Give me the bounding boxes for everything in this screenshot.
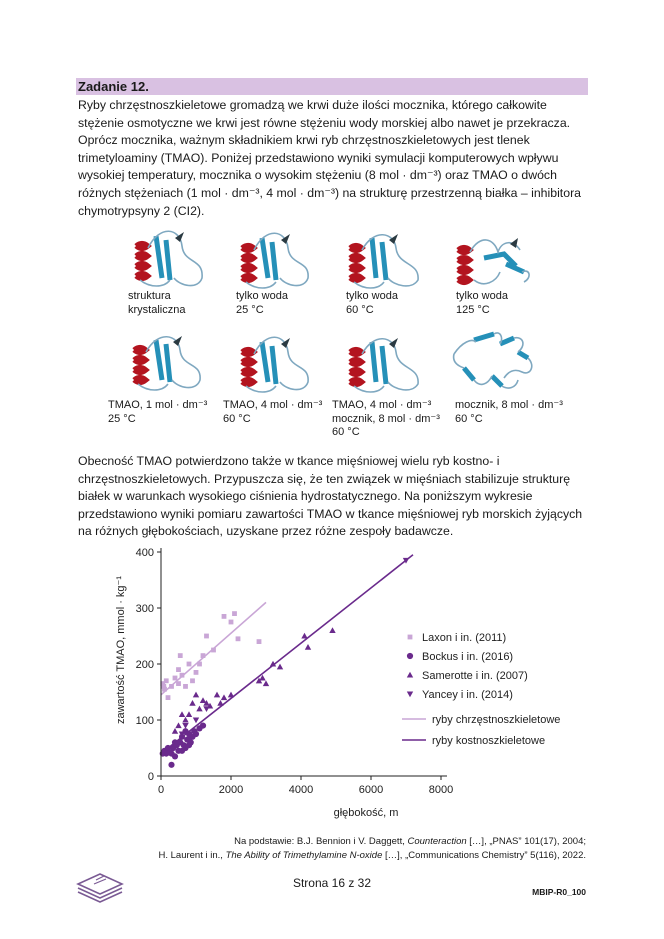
data-point-circle (172, 739, 178, 745)
protein-structure-2 (228, 228, 323, 290)
data-point-triangle-up (301, 633, 307, 639)
protein-structure-1 (120, 228, 215, 290)
data-point-square (201, 653, 206, 658)
data-point-triangle-up (217, 700, 223, 706)
source-line-2-suffix: […], „Communications Chemistry” 5(116), 2022. (382, 849, 586, 861)
caption-line: 125 °C (456, 303, 490, 316)
data-point-square (187, 662, 192, 667)
x-tick-label: 6000 (358, 784, 384, 796)
data-point-square (178, 653, 183, 658)
trendline (161, 555, 413, 754)
protein-structure-5 (120, 332, 215, 394)
intro-text: Ryby chrzęstnoszkieletowe gromadzą we krwi duże ilości mocznika, którego całkowite stężenie osmotyczne we krwi jest równe stężeniu wody morskiej albo nawet je przekracza. Oprócz mocznika, ważnym składnikiem krwi ryb chrzęstnoszkieletowych jest tlenek trimetyloaminy (TMAO). Poniżej przedstawiono wyniki symulacji komputerowych wpływu wysokiej temperatury, mocznika o wysokim stężeniu (8 mol · dm⁻³) oraz TMAO o dwóch różnych stężeniach (1 mol · dm⁻³, 4 mol · dm⁻³) na strukturę przestrzenną białka – inhibitora chymotrypsyny 2 (CI2). (78, 98, 582, 218)
caption-line: tylko woda (236, 290, 288, 302)
data-point-triangle-up (228, 692, 234, 698)
depth-text: Obecność TMAO potwierdzono także w tkance mięśniowej wielu ryb kostno- i chrzęstnoszkieletowych. Przypuszcza się, że ten związek w mięśniach stabilizuje strukturę białek w warunkach wysokiego ciśnienia hydrostatycznego. Na poniższym wykresie przedstawiono wyniki pomiaru zawartości TMAO w tkance mięśniowej ryb morskich żyjących na różnych głębokościach, uzyskane przez różne zespoły badawcze. (78, 454, 583, 539)
data-point-circle (200, 723, 206, 729)
protein-structure-7 (336, 332, 431, 394)
x-tick-label: 0 (157, 784, 165, 796)
y-axis-label: zawartość TMAO, mmol · kg⁻¹ (115, 575, 127, 725)
data-point-square (180, 673, 185, 678)
data-point-circle (186, 742, 192, 748)
data-point-square (176, 667, 181, 672)
data-point-square (190, 678, 195, 683)
source-line-2 (120, 849, 586, 863)
x-tick-label: 8000 (428, 784, 454, 796)
data-point-circle (193, 731, 199, 737)
x-axis-label: głębokość, m (333, 807, 399, 819)
data-point-triangle-up (196, 706, 202, 712)
data-point-circle (407, 653, 413, 659)
caption-line: 60 °C (346, 303, 374, 316)
data-point-square (257, 639, 262, 644)
data-point-triangle-down (182, 723, 188, 729)
structure-caption-3 (346, 290, 398, 317)
legend-label: Samerotte i in. (2007) (422, 670, 528, 682)
tmao-depth-chart (100, 540, 570, 825)
protein-structure-6 (228, 332, 323, 394)
data-point-square (166, 695, 171, 700)
data-point-circle (168, 762, 174, 768)
caption-line: 25 °C (108, 412, 136, 425)
data-point-triangle-up (200, 697, 206, 703)
caption-line: TMAO, 4 mol · dm⁻³ (332, 399, 432, 411)
data-point-triangle-up (193, 692, 199, 698)
data-point-triangle-up (407, 672, 413, 678)
data-point-triangle-down (407, 691, 413, 697)
data-point-square (211, 648, 216, 653)
caption-line: tylko woda (346, 290, 398, 302)
protein-structure-4 (444, 228, 539, 290)
y-tick-label: 100 (135, 715, 154, 727)
data-point-square (164, 678, 169, 683)
page-number: Strona 16 z 32 (292, 876, 372, 890)
caption-line: mocznik, 8 mol · dm⁻³ (332, 412, 440, 425)
legend-label: Laxon i in. (2011) (422, 632, 507, 644)
source-line-2-prefix: H. Laurent i in., (158, 849, 226, 861)
structure-caption-8 (455, 399, 563, 426)
task-header-bar (76, 78, 588, 95)
source-line-1-suffix: […], „PNAS” 101(17), 2004; (466, 836, 586, 847)
source-note (120, 835, 586, 862)
depth-paragraph (78, 453, 590, 541)
data-point-circle (168, 751, 174, 757)
data-point-triangle-down (193, 717, 199, 723)
caption-line: 60 °C (332, 426, 360, 438)
caption-line: 60 °C (455, 412, 483, 425)
data-point-square (229, 620, 234, 625)
intro-paragraph (78, 97, 590, 220)
data-point-triangle-up (172, 728, 178, 734)
structure-caption-7 (332, 399, 440, 440)
y-tick-label: 200 (135, 659, 154, 671)
data-point-square (162, 687, 167, 692)
data-point-square (183, 684, 188, 689)
data-point-triangle-up (221, 694, 227, 700)
caption-line: 25 °C (236, 303, 264, 316)
source-line-1-prefix: Na podstawie: B.J. Bennion i V. Daggett, (234, 836, 408, 847)
x-tick-label: 2000 (218, 784, 244, 796)
data-point-triangle-up (277, 664, 283, 670)
legend-label: Yancey i in. (2014) (422, 689, 513, 701)
caption-line: mocznik, 8 mol · dm⁻³ (455, 399, 563, 411)
y-tick-label: 0 (147, 771, 154, 783)
data-point-square (197, 662, 202, 667)
source-line-1-italic: Counteraction (407, 836, 467, 847)
structure-caption-4 (456, 290, 508, 317)
structure-caption-2 (236, 290, 288, 317)
data-point-triangle-up (186, 711, 192, 717)
exam-code: MBIP-R0_100 (532, 887, 586, 897)
y-tick-label: 300 (135, 603, 154, 615)
protein-structure-3 (336, 228, 431, 290)
data-point-triangle-up (329, 627, 335, 633)
data-point-square (204, 634, 209, 639)
caption-line: TMAO, 4 mol · dm⁻³ (223, 399, 323, 411)
data-point-square (236, 636, 241, 641)
data-point-square (176, 681, 181, 686)
data-point-square (222, 614, 227, 619)
x-tick-label: 4000 (288, 784, 314, 796)
data-point-square (232, 611, 237, 616)
structure-caption-1 (128, 290, 185, 317)
protein-structure-8 (444, 328, 544, 396)
caption-line: 60 °C (223, 412, 251, 425)
data-point-square (173, 676, 178, 681)
data-point-triangle-up (179, 711, 185, 717)
data-point-square (408, 635, 413, 640)
data-point-triangle-up (189, 700, 195, 706)
caption-line: TMAO, 1 mol · dm⁻³ (108, 399, 208, 411)
caption-line: struktura (128, 290, 171, 302)
legend-label: ryby chrzęstnoszkieletowe (432, 714, 561, 726)
structure-caption-6 (223, 399, 322, 426)
data-point-triangle-up (263, 680, 269, 686)
data-point-triangle-down (203, 706, 209, 712)
data-point-triangle-up (175, 722, 181, 728)
data-point-triangle-up (214, 692, 220, 698)
legend-label: ryby kostnoszkieletowe (432, 735, 546, 747)
source-line-2-italic: The Ability of Trimethylamine N-oxide (225, 849, 383, 861)
caption-line: tylko woda (456, 290, 508, 302)
task-title: Zadanie 12. (78, 79, 149, 94)
caption-line: krystaliczna (128, 303, 186, 316)
legend-label: Bockus i in. (2016) (422, 651, 514, 663)
data-point-square (194, 670, 199, 675)
structure-caption-5 (108, 399, 207, 426)
data-point-circle (179, 748, 185, 754)
data-point-triangle-up (182, 717, 188, 723)
data-point-square (169, 684, 174, 689)
data-point-triangle-up (305, 644, 311, 650)
y-tick-label: 400 (135, 547, 154, 559)
source-line-1 (120, 835, 586, 849)
